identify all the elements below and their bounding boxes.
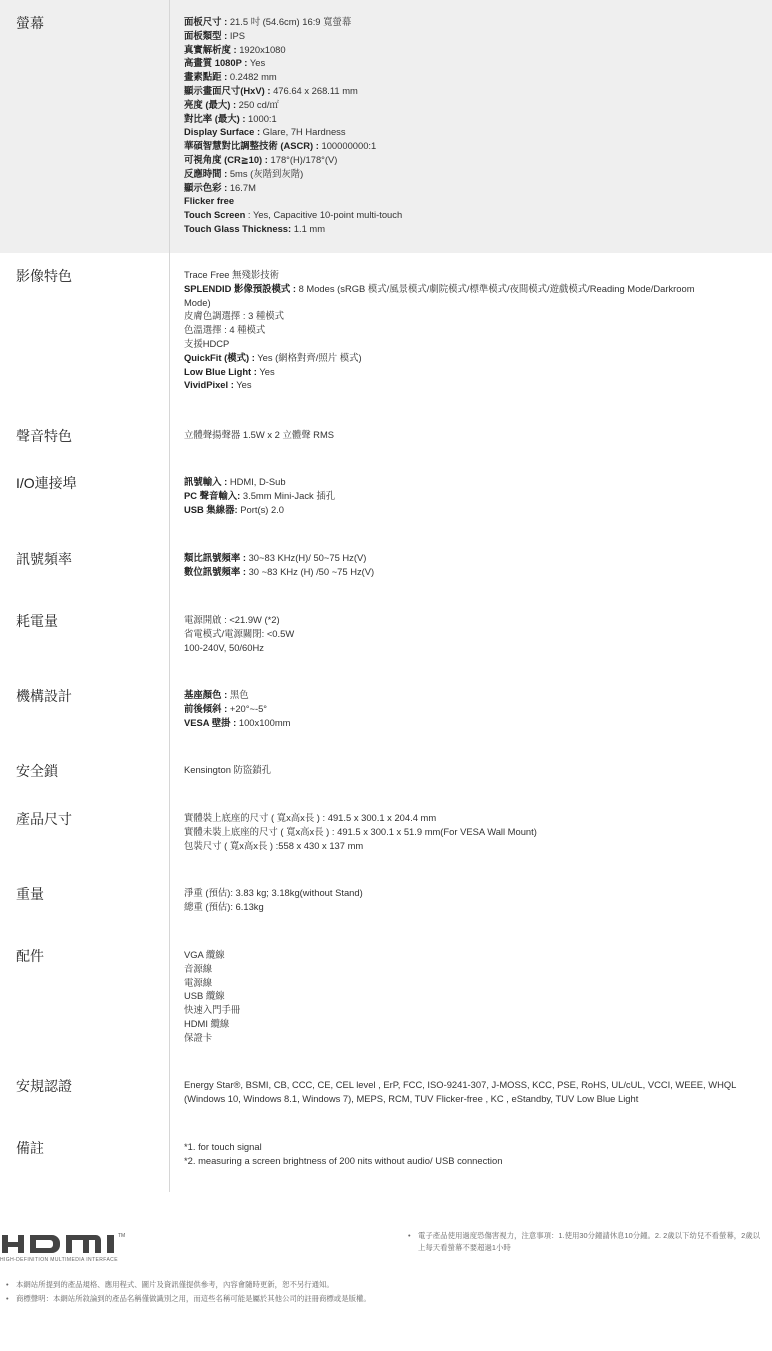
spec-line: [184, 763, 762, 777]
spec-line: [184, 15, 762, 29]
spec-line: [184, 1003, 762, 1017]
spec-text: Yes: [233, 379, 252, 391]
spec-key: 亮度 (最大) :: [184, 98, 237, 110]
spec-text: Trace Free 無殘影技術: [184, 269, 279, 280]
column-divider: [169, 1120, 170, 1192]
spec-line: [184, 351, 762, 365]
spec-line: [184, 551, 762, 565]
spec-line: [184, 1017, 762, 1031]
spec-text: 音源線: [184, 962, 213, 974]
spec-text: Energy Star®, BSMI, CB, CCC, CE, CEL level , ErP, FCC, ISO-9241-307, J-MOSS, KCC, PSE, RoHS, UL/cUL, VCCI, WEEE, WHQL: [184, 1079, 737, 1090]
spec-key: 對比率 (最大) :: [184, 112, 246, 124]
spec-line: [184, 1078, 762, 1092]
spec-key: USB 集線器:: [184, 503, 238, 515]
spec-text: 快速入門手冊: [184, 1004, 241, 1016]
spec-text: Port(s) 2.0: [237, 503, 285, 515]
bullet-dot: •: [6, 1280, 9, 1289]
spec-row: [0, 531, 772, 593]
spec-line: [184, 962, 762, 976]
spec-line: [184, 503, 762, 517]
spec-key: PC 聲音輸入:: [184, 489, 241, 501]
spec-line: [184, 167, 762, 181]
spec-text: : Yes, Capacitive 10-point multi-touch: [245, 209, 403, 221]
column-divider: [169, 531, 170, 593]
spec-value: [170, 928, 772, 1058]
spec-line: [184, 323, 762, 337]
spec-key: 訊號輸入 :: [184, 476, 228, 487]
column-divider: [169, 743, 170, 791]
eye-health-note-text: 電子產品使用過度恐傷害視力，注意事項：1.使用30分鐘請休息10分鐘。2. 2歲以下幼兒不看螢幕，2歲以上每天看螢幕不要超過1小時: [418, 1231, 761, 1252]
spec-line: [184, 428, 762, 442]
spec-row: [0, 866, 772, 928]
spec-text: (Windows 10, Windows 8.1, Windows 7), MEPS, RCM, TUV Flicker-free , KC , eStandby, TUV Low Blue Light: [184, 1092, 639, 1104]
spec-value: [170, 593, 772, 668]
spec-line: [184, 222, 762, 236]
spec-text: 1.1 mm: [291, 222, 326, 234]
spec-line: [184, 70, 762, 84]
spec-key: QuickFit (模式) :: [184, 351, 255, 363]
spec-key: 數位訊號頻率 :: [184, 565, 246, 577]
spec-text: USB 纜線: [184, 990, 225, 1002]
spec-label: 機構設計: [16, 688, 72, 704]
spec-line: [184, 811, 762, 825]
spec-line: [184, 98, 762, 112]
column-divider: [169, 0, 170, 253]
spec-key: 華碩智慧對比調整技術 (ASCR) :: [184, 140, 319, 152]
spec-label: 耗電量: [16, 613, 58, 629]
spec-line: [184, 613, 762, 627]
spec-text: HDMI 纜線: [184, 1017, 230, 1029]
spec-text: 電源線: [184, 976, 213, 988]
column-divider: [169, 408, 170, 456]
spec-text: 電源開啟 : <21.9W (*2): [184, 614, 280, 625]
spec-row: [0, 0, 772, 253]
spec-value: [170, 1058, 772, 1120]
eye-health-note: [408, 1230, 763, 1254]
spec-text: 30 ~83 KHz (H) /50 ~75 Hz(V): [245, 565, 375, 577]
spec-value: [170, 531, 772, 593]
spec-label: I/O連接埠: [16, 475, 77, 491]
spec-line: [184, 208, 762, 222]
spec-text: *1. for touch signal: [184, 1141, 262, 1152]
column-divider: [169, 928, 170, 1058]
spec-line: [184, 194, 762, 208]
spec-key: 面板類型 :: [184, 29, 228, 41]
spec-value: [170, 866, 772, 928]
spec-text: 16.7M: [227, 181, 256, 193]
hdmi-tm: TM: [118, 1233, 126, 1239]
spec-row: [0, 668, 772, 743]
spec-text: 100000000:1: [318, 140, 377, 152]
spec-text: 1920x1080: [236, 43, 286, 55]
spec-text: 總重 (預估): 6.13kg: [184, 900, 264, 912]
spec-text: 0.2482 mm: [227, 71, 277, 83]
spec-line: [184, 337, 762, 351]
spec-key: 真實解析度 :: [184, 43, 237, 55]
spec-key: 反應時間 :: [184, 167, 228, 179]
spec-label: 重量: [16, 886, 44, 902]
spec-text: 省電模式/電源關閉: <0.5W: [184, 627, 295, 639]
spec-line: [184, 125, 762, 139]
spec-text: 8 Modes (sRGB 模式/風景模式/劇院模式/標準模式/夜間模式/遊戲模式/Reading Mode/Darkroom: [295, 282, 695, 294]
spec-text: VGA 纜線: [184, 949, 225, 960]
spec-line: [184, 886, 762, 900]
spec-text: 色溫選擇 : 4 種模式: [184, 324, 266, 336]
spec-key: 可視角度 (CR≧10) :: [184, 153, 268, 165]
spec-text: 3.5mm Mini-Jack 插孔: [240, 489, 336, 501]
column-divider: [169, 668, 170, 743]
spec-key: 基座顏色 :: [184, 689, 228, 700]
spec-value: [170, 253, 772, 408]
spec-row: [0, 456, 772, 531]
spec-text: IPS: [227, 29, 245, 41]
spec-line: [184, 309, 762, 323]
spec-line: [184, 296, 762, 310]
spec-text: HDMI, D-Sub: [227, 476, 286, 487]
spec-key: 顯示畫面尺寸(HxV) :: [184, 84, 271, 96]
spec-key: Touch Glass Thickness:: [184, 222, 292, 234]
spec-line: [184, 365, 762, 379]
spec-label: 訊號頻率: [16, 551, 72, 567]
spec-text: 100-240V, 50/60Hz: [184, 641, 264, 653]
column-divider: [169, 791, 170, 866]
spec-line: [184, 989, 762, 1003]
spec-line: [184, 716, 762, 730]
spec-text: 淨重 (預估): 3.83 kg; 3.18kg(without Stand): [184, 887, 363, 898]
spec-line: [184, 1031, 762, 1045]
disclaimer-text: 商標聲明：本網站所敘論到的產品名稱僅做識別之用，而這些名稱可能是屬於其他公司的註冊商標或是版權。: [16, 1294, 371, 1303]
spec-key: VESA 壁掛 :: [184, 716, 237, 728]
spec-line: [184, 565, 762, 579]
spec-label: 影像特色: [16, 268, 72, 284]
spec-key: 畫素點距 :: [184, 71, 228, 83]
column-divider: [169, 456, 170, 531]
spec-text: 黑色: [227, 689, 249, 700]
spec-text: Yes: [247, 57, 266, 69]
spec-key: Flicker free: [184, 195, 235, 207]
spec-text: Yes (網格對齊/照片 模式): [254, 351, 362, 363]
spec-row: [0, 408, 772, 456]
spec-line: [184, 139, 762, 153]
spec-text: 包裝尺寸 ( 寬x高x長 ) :558 x 430 x 137 mm: [184, 839, 364, 851]
spec-text: 實體未裝上底座的尺寸 ( 寬x高x長 ) : 491.5 x 300.1 x 51.9 mm(For VESA Wall Mount): [184, 825, 537, 837]
spec-text: 5ms (灰階到灰階): [227, 167, 304, 179]
spec-row: [0, 791, 772, 866]
spec-line: [184, 378, 762, 392]
spec-label: 安規認證: [16, 1078, 72, 1094]
spec-line: [184, 900, 762, 914]
spec-text: 支援HDCP: [184, 337, 230, 349]
spec-text: 30~83 KHz(H)/ 50~75 Hz(V): [245, 552, 367, 563]
bullet-dot: •: [6, 1294, 9, 1303]
spec-line: [184, 29, 762, 43]
spec-value: [170, 743, 772, 791]
column-divider: [169, 866, 170, 928]
spec-text: 皮膚色調選擇 : 3 種模式: [184, 310, 285, 322]
column-divider: [169, 593, 170, 668]
bullet-dot: •: [408, 1231, 411, 1240]
spec-text: 21.5 吋 (54.6cm) 16:9 寬螢幕: [227, 16, 352, 27]
hdmi-subtitle: HIGH-DEFINITION MULTIMEDIA INTERFACE: [0, 1257, 118, 1263]
spec-row: [0, 1120, 772, 1192]
spec-text: *2. measuring a screen brightness of 200 nits without audio/ USB connection: [184, 1154, 503, 1166]
spec-line: [184, 627, 762, 641]
spec-line: [184, 976, 762, 990]
spec-row: [0, 743, 772, 791]
spec-line: [184, 1140, 762, 1154]
spec-row: [0, 253, 772, 408]
spec-line: [184, 839, 762, 853]
spec-row: [0, 1058, 772, 1120]
spec-label: 螢幕: [16, 15, 44, 31]
spec-key: 高畫質 1080P :: [184, 57, 248, 69]
spec-line: [184, 641, 762, 655]
spec-line: [184, 43, 762, 57]
spec-line: [184, 489, 762, 503]
spec-row: [0, 928, 772, 1058]
spec-text: 100x100mm: [236, 716, 291, 728]
spec-text: Mode): [184, 296, 211, 308]
disclaimer-item: [6, 1293, 371, 1305]
spec-text: 1000:1: [245, 112, 277, 124]
spec-line: [184, 1154, 762, 1168]
spec-line: [184, 268, 762, 282]
spec-text: Kensington 防盜鎖孔: [184, 764, 272, 775]
spec-value: [170, 456, 772, 531]
spec-text: 立體聲揚聲器 1.5W x 2 立體聲 RMS: [184, 429, 335, 440]
spec-line: [184, 181, 762, 195]
column-divider: [169, 253, 170, 408]
spec-text: Glare, 7H Hardness: [260, 126, 346, 138]
spec-line: [184, 84, 762, 98]
spec-key: 類比訊號頻率 :: [184, 552, 246, 563]
spec-value: [170, 408, 772, 456]
spec-line: [184, 688, 762, 702]
spec-line: [184, 702, 762, 716]
spec-key: Touch Screen: [184, 209, 246, 221]
spec-line: [184, 112, 762, 126]
spec-row: [0, 593, 772, 668]
spec-label: 聲音特色: [16, 428, 72, 444]
disclaimer-item: [6, 1279, 371, 1291]
spec-key: Low Blue Light :: [184, 365, 257, 377]
spec-line: [184, 1092, 762, 1106]
spec-key: 前後傾斜 :: [184, 702, 228, 714]
spec-text: 476.64 x 268.11 mm: [270, 84, 358, 96]
spec-text: 實體裝上底座的尺寸 ( 寬x高x長 ) : 491.5 x 300.1 x 204.4 mm: [184, 812, 437, 823]
spec-value: [170, 791, 772, 866]
spec-text: Yes: [256, 365, 275, 377]
spec-key: 面板尺寸 :: [184, 16, 228, 27]
column-divider: [169, 1058, 170, 1120]
spec-line: [184, 948, 762, 962]
spec-label: 產品尺寸: [16, 811, 72, 827]
spec-text: 250 cd/㎡: [236, 98, 279, 110]
spec-text: 178°(H)/178°(V): [267, 153, 338, 165]
spec-value: [170, 0, 772, 253]
spec-text: 保證卡: [184, 1031, 213, 1043]
spec-line: [184, 825, 762, 839]
disclaimer-text: 本網站所提到的產品規格、應用程式、圖片及資訊僅提供參考，內容會隨時更新，恕不另行通知。: [16, 1280, 334, 1289]
disclaimer-notes: [6, 1279, 371, 1305]
spec-value: [170, 668, 772, 743]
spec-line: [184, 282, 762, 296]
spec-text: +20°~-5°: [227, 702, 268, 714]
spec-label: 配件: [16, 948, 44, 964]
spec-label: 備註: [16, 1140, 44, 1156]
spec-line: [184, 153, 762, 167]
spec-value: [170, 1120, 772, 1192]
spec-key: VividPixel :: [184, 379, 234, 391]
spec-key: Display Surface :: [184, 126, 261, 138]
spec-key: 顯示色彩 :: [184, 181, 228, 193]
spec-label: 安全鎖: [16, 763, 58, 779]
spec-line: [184, 56, 762, 70]
spec-line: [184, 475, 762, 489]
spec-key: SPLENDID 影像預設模式 :: [184, 282, 296, 294]
